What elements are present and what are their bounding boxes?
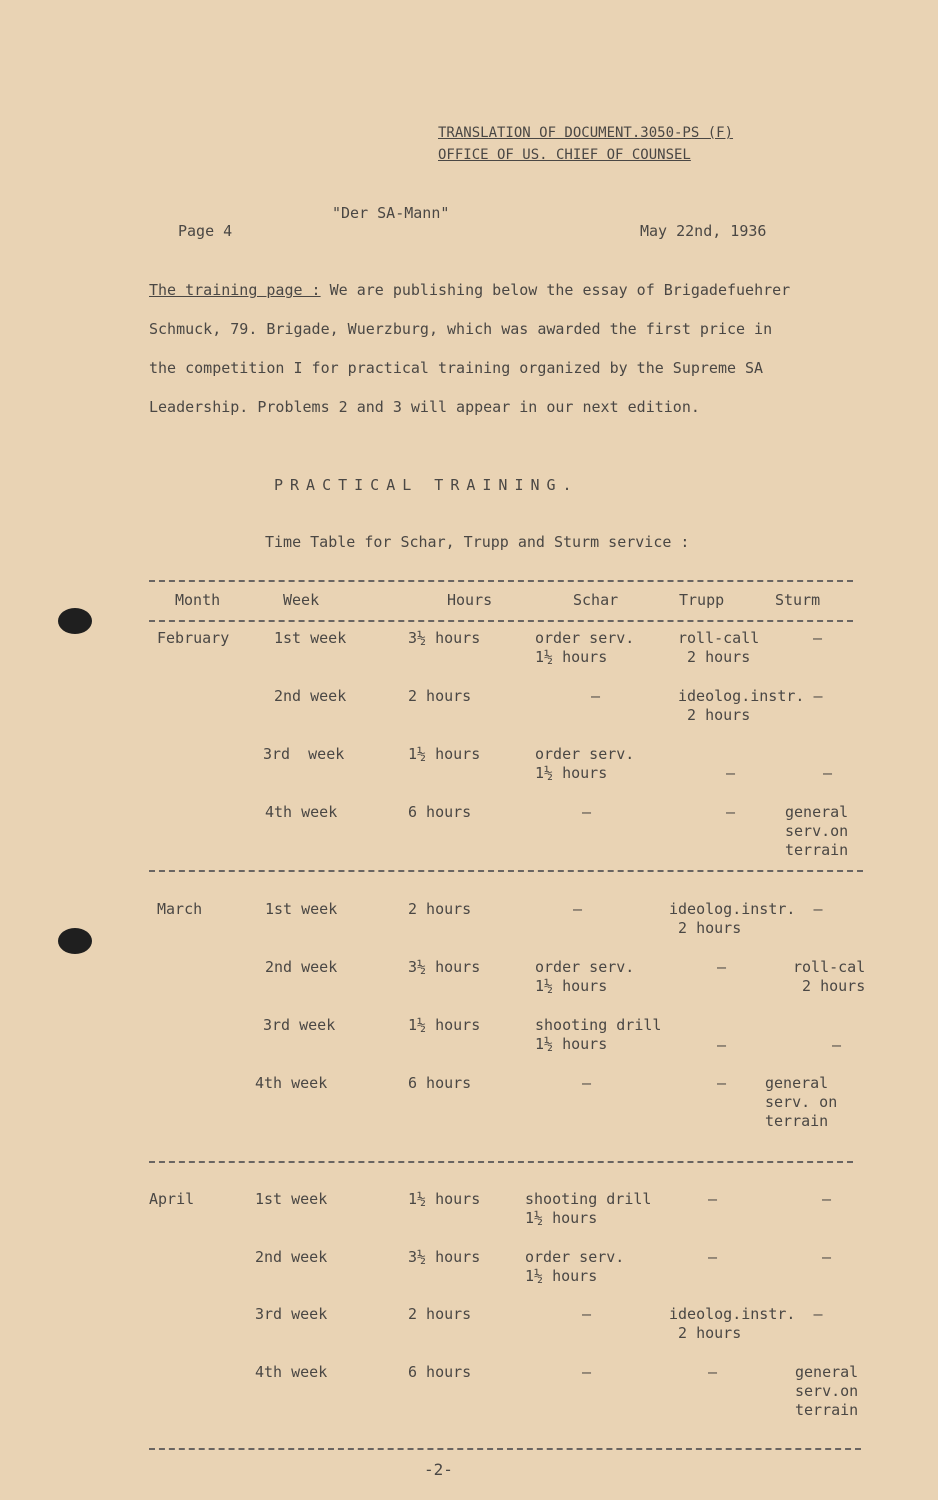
row-mar-4-week: 4th week — [255, 1074, 328, 1092]
row-apr-4-hours: 6 hours — [408, 1363, 472, 1381]
row-feb-3-week: 3rd week — [263, 745, 345, 763]
intro-line-4: Leadership. Problems 2 and 3 will appear in our next edition. — [149, 398, 700, 416]
row-apr-1-month: April — [149, 1190, 195, 1208]
row-mar-3-schar: shooting drill 1½ hours — [535, 1016, 662, 1053]
row-apr-4-week: 4th week — [255, 1363, 328, 1381]
row-mar-1-week: 1st week — [265, 900, 338, 918]
header-line-2: OFFICE OF US. CHIEF OF COUNSEL — [438, 147, 691, 163]
row-feb-4-trupp: – — [726, 803, 736, 821]
row-mar-4-sturm: general serv. on terrain — [765, 1074, 838, 1130]
row-feb-1-month: February — [157, 629, 230, 647]
row-feb-4-week: 4th week — [265, 803, 338, 821]
row-mar-2-trupp: – — [717, 958, 727, 976]
row-apr-2-sturm: – — [822, 1248, 832, 1266]
row-apr-2-schar: order serv. 1½ hours — [525, 1248, 625, 1285]
row-feb-1-trupp: roll-call 2 hours — [678, 629, 760, 666]
row-feb-1-schar: order serv. 1½ hours — [535, 629, 635, 666]
intro-line-1 — [149, 281, 790, 300]
row-mar-2-sturm: roll-cal 2 hours — [793, 958, 866, 995]
table-title: Time Table for Schar, Trupp and Sturm service : — [265, 533, 690, 551]
col-header-week: Week — [283, 591, 320, 609]
page-label: Page 4 — [178, 222, 233, 240]
row-apr-1-schar: shooting drill 1½ hours — [525, 1190, 652, 1227]
row-feb-1-sturm: – — [813, 629, 823, 647]
row-feb-4-schar: – — [582, 803, 592, 821]
intro-lead: The training page : — [149, 281, 321, 299]
table-rule-mar-apr — [149, 1161, 853, 1163]
row-apr-3-schar: – — [582, 1305, 592, 1323]
row-mar-1-trupp: ideolog.instr. – 2 hours — [669, 900, 823, 937]
row-mar-2-week: 2nd week — [265, 958, 338, 976]
row-mar-2-schar: order serv. 1½ hours — [535, 958, 635, 995]
row-apr-1-sturm: – — [822, 1190, 832, 1208]
row-apr-1-trupp: – — [708, 1190, 718, 1208]
row-apr-4-sturm: general serv.on terrain — [795, 1363, 859, 1419]
row-apr-2-week: 2nd week — [255, 1248, 328, 1266]
row-mar-4-schar: – — [582, 1074, 592, 1092]
row-apr-3-hours: 2 hours — [408, 1305, 472, 1323]
col-header-hours: Hours — [447, 591, 493, 609]
row-feb-2-trupp: ideolog.instr. – 2 hours — [678, 687, 823, 724]
row-apr-1-hours: 1½ hours — [408, 1190, 481, 1208]
row-apr-4-schar: – — [582, 1363, 592, 1381]
publication-date: May 22nd, 1936 — [640, 222, 767, 240]
row-mar-3-trupp: – — [717, 1036, 727, 1054]
table-rule-top — [149, 580, 853, 582]
row-apr-4-trupp: – — [708, 1363, 718, 1381]
row-mar-4-hours: 6 hours — [408, 1074, 472, 1092]
intro-line-2: Schmuck, 79. Brigade, Wuerzburg, which was awarded the first price in — [149, 320, 773, 338]
row-feb-1-hours: 3½ hours — [408, 629, 481, 647]
table-rule-bottom — [149, 1448, 861, 1450]
intro-line-3: the competition I for practical training organized by the Supreme SA — [149, 359, 764, 377]
row-mar-1-month: March — [157, 900, 203, 918]
col-header-month: Month — [175, 591, 221, 609]
row-feb-2-week: 2nd week — [274, 687, 347, 705]
col-header-sturm: Sturm — [775, 591, 821, 609]
row-mar-1-schar: – — [573, 900, 583, 918]
punch-hole-upper — [58, 608, 92, 634]
row-feb-4-hours: 6 hours — [408, 803, 472, 821]
row-feb-3-schar: order serv. 1½ hours — [535, 745, 635, 782]
section-title: PRACTICAL TRAINING. — [274, 476, 579, 494]
publication-name: "Der SA-Mann" — [332, 204, 450, 222]
row-feb-3-sturm: – — [823, 764, 833, 782]
row-mar-3-sturm: – — [832, 1036, 842, 1054]
row-feb-1-week: 1st week — [274, 629, 347, 647]
col-header-trupp: Trupp — [679, 591, 725, 609]
table-rule-feb-mar — [149, 870, 863, 872]
row-mar-3-hours: 1½ hours — [408, 1016, 481, 1034]
punch-hole-lower — [58, 928, 92, 954]
row-mar-1-hours: 2 hours — [408, 900, 472, 918]
row-feb-4-sturm: general serv.on terrain — [785, 803, 849, 859]
row-feb-3-hours: 1½ hours — [408, 745, 481, 763]
row-mar-4-trupp: – — [717, 1074, 727, 1092]
table-rule-header — [149, 620, 853, 622]
row-apr-1-week: 1st week — [255, 1190, 328, 1208]
row-feb-3-trupp: – — [726, 764, 736, 782]
row-apr-3-week: 3rd week — [255, 1305, 328, 1323]
row-mar-3-week: 3rd week — [263, 1016, 336, 1034]
row-apr-2-trupp: – — [708, 1248, 718, 1266]
col-header-schar: Schar — [573, 591, 619, 609]
row-apr-3-trupp: ideolog.instr. – 2 hours — [669, 1305, 823, 1342]
intro-text-1: We are publishing below the essay of Brigadefuehrer — [320, 281, 791, 299]
row-feb-2-hours: 2 hours — [408, 687, 472, 705]
row-mar-2-hours: 3½ hours — [408, 958, 481, 976]
header-line-1: TRANSLATION OF DOCUMENT.3050-PS (F) — [438, 125, 734, 141]
row-feb-2-schar: – — [591, 687, 601, 705]
footer-page-number: -2- — [424, 1460, 453, 1479]
row-apr-2-hours: 3½ hours — [408, 1248, 481, 1266]
